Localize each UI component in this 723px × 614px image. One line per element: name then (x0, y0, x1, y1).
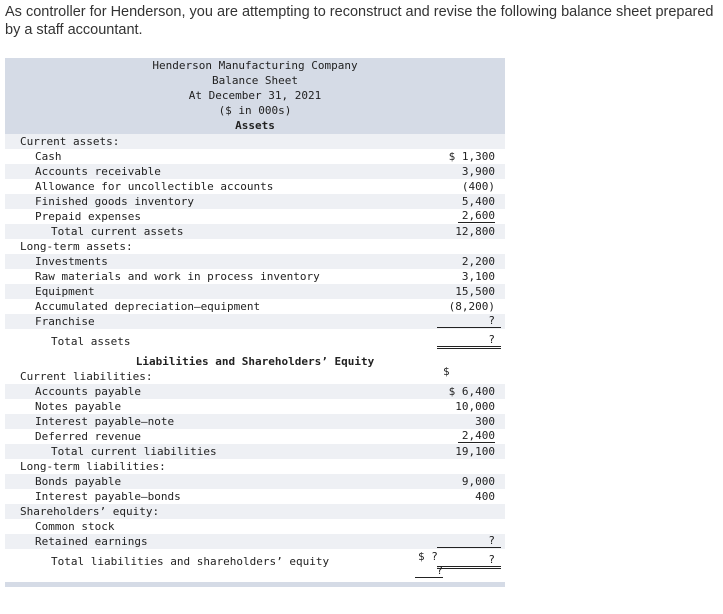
statement-units: ($ in 000s) (218, 104, 292, 117)
longterm-assets-heading: Long-term assets: (20, 240, 133, 253)
asset-row-franchise: Franchise ? (5, 314, 505, 329)
total-current-liabilities-row: Total current liabilities 19,100 (5, 444, 505, 459)
longterm-liabilities-heading: Long-term liabilities: (20, 460, 166, 473)
asset-row-prepaid: Prepaid expenses 2,600 (35, 209, 495, 223)
asset-row-cash: Cash $ 1,300 (35, 150, 495, 163)
balance-sheet (5, 58, 505, 588)
liability-row-notes-payable: Notes payable 10,000 (35, 400, 495, 413)
total-current-assets-row: Total current assets 12,800 (5, 224, 505, 239)
asset-row-accounts-receivable: Accounts receivable 3,900 (5, 164, 505, 179)
liability-row-accounts-payable: Accounts payable $ 6,400 (5, 384, 505, 399)
total-assets-dollar: $ (443, 365, 450, 378)
asset-row-equipment: Equipment 15,500 (5, 284, 505, 299)
asset-row-allowance: Allowance for uncollectible accounts (400) (35, 180, 495, 193)
assets-title: Assets (235, 119, 275, 132)
equity-row-retained-earnings: Retained earnings ? ? (5, 534, 505, 549)
liabilities-section-title: Liabilities and Shareholders’ Equity (135, 355, 375, 368)
asset-row-raw-materials: Raw materials and work in process inventory 3,100 (35, 270, 495, 283)
current-assets-heading: Current assets: (5, 134, 505, 149)
liability-row-interest-payable-bonds: Interest payable—bonds 400 (35, 490, 495, 503)
total-assets-row: Total assets $ ? (5, 334, 505, 349)
total-liabilities-equity-row: Total liabilities and shareholders’ equity ? (5, 554, 505, 569)
asset-row-finished-goods: Finished goods inventory 5,400 (5, 194, 505, 209)
statement-date: At December 31, 2021 (188, 89, 322, 102)
company-name: Henderson Manufacturing Company (152, 59, 358, 72)
intro-text: As controller for Henderson, you are attempting to reconstruct and revise the following balance sheet prepared by a staff accountant. (5, 4, 714, 38)
equity-row-common-stock: Common stock $ ? (35, 520, 438, 563)
statement-title: Balance Sheet (211, 74, 299, 87)
balance-sheet-footer-bar (5, 582, 505, 587)
equity-heading: Shareholders’ equity: (5, 504, 505, 519)
asset-row-accumulated-depreciation: Accumulated depreciation—equipment (8,200) (35, 300, 495, 313)
retained-earnings-amount: ? (415, 564, 443, 578)
asset-row-investments: Investments 2,200 (5, 254, 505, 269)
liability-row-bonds-payable: Bonds payable 9,000 (5, 474, 505, 489)
liability-row-deferred-revenue: Deferred revenue 2,400 (35, 429, 495, 443)
balance-sheet-header (5, 58, 505, 134)
liability-row-interest-payable-note: Interest payable—note 300 (5, 414, 505, 429)
common-stock-amount: $ ? (418, 550, 438, 563)
current-liabilities-heading: Current liabilities: (20, 370, 153, 383)
